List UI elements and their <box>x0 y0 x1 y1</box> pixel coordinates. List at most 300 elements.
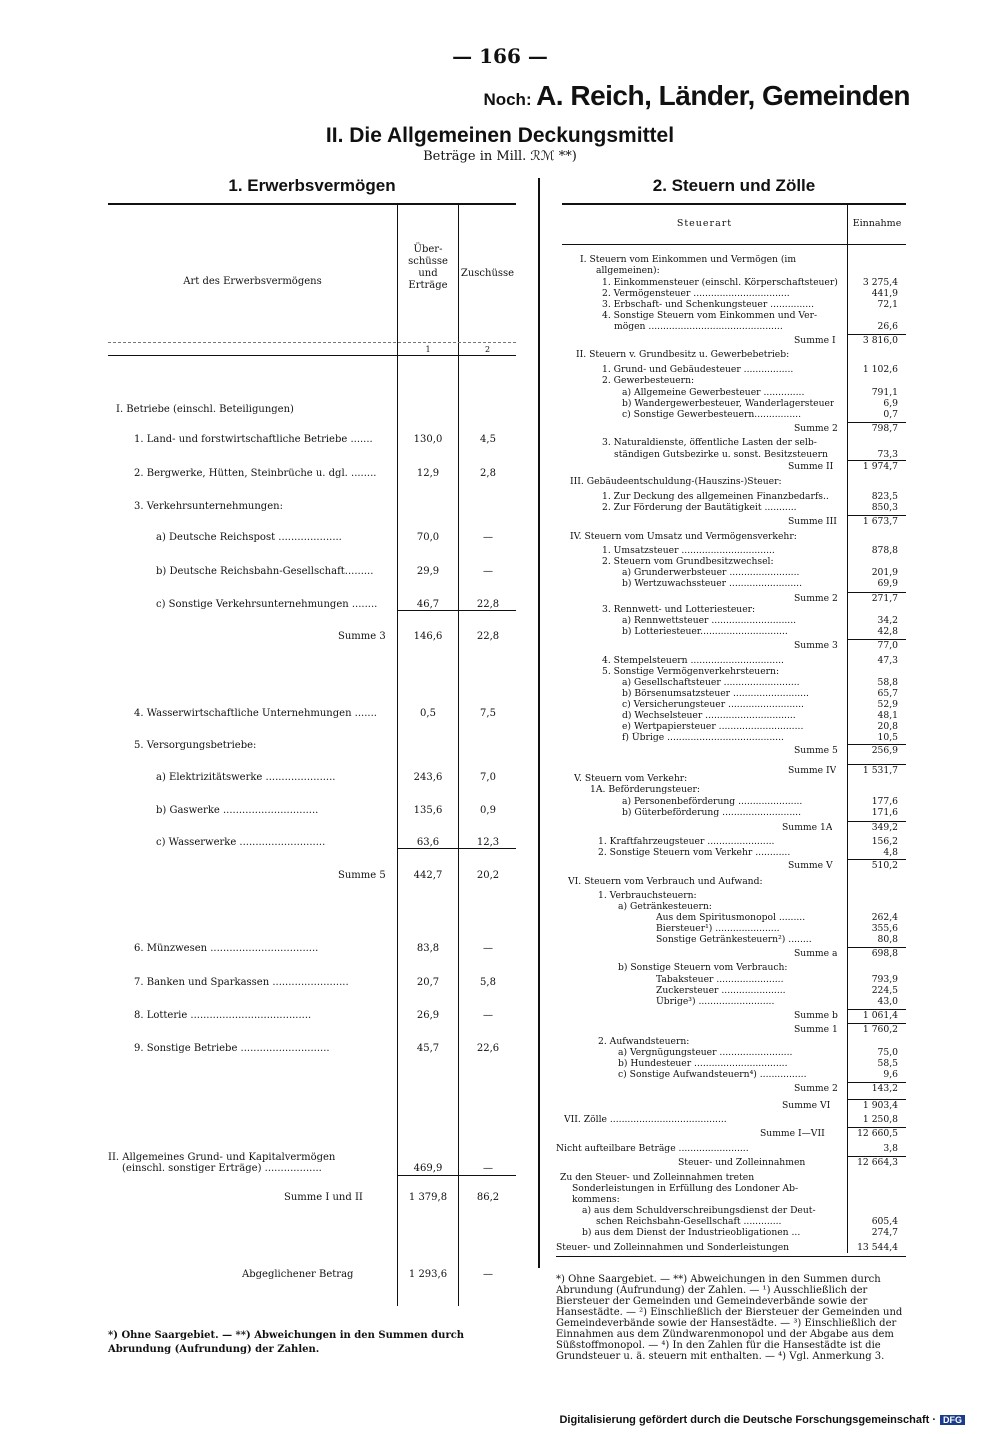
value-einnahme: 10,5 <box>877 732 898 743</box>
table-row <box>556 962 906 973</box>
table-row <box>556 1069 906 1080</box>
value-zuschuesse: — <box>483 1269 493 1280</box>
table-row <box>556 516 906 527</box>
row-label: 8. Lotterie ...................................... <box>134 1010 312 1021</box>
table-row <box>556 745 906 756</box>
table-row <box>108 804 516 818</box>
left-col2-header: Zuschüsse <box>460 268 515 279</box>
row-label: Tabaksteuer ....................... <box>656 974 784 985</box>
sum-rule <box>459 610 516 611</box>
table-row <box>556 491 906 502</box>
sum-rule <box>848 515 906 516</box>
table-row <box>108 771 516 785</box>
table-row <box>556 1047 906 1058</box>
sum-rule <box>398 610 458 611</box>
table-row <box>108 869 516 883</box>
row-label: Summe 5 <box>794 745 838 756</box>
row-label: b) Lotteriesteuer.............................. <box>622 626 788 637</box>
value-einnahme: 1 061,4 <box>862 1010 898 1021</box>
table-row <box>556 807 906 818</box>
sum-rule <box>848 859 906 860</box>
value-einnahme: 793,9 <box>871 974 898 985</box>
value-einnahme: 48,1 <box>877 710 898 721</box>
table-row <box>556 1194 906 1205</box>
row-label: c) Sonstige Verkehrsunternehmungen ........ <box>156 599 378 610</box>
table-row <box>556 288 906 299</box>
row-label: Zuckersteuer ...................... <box>656 985 786 996</box>
row-label: b) Wertzuwachssteuer ......................... <box>622 578 802 589</box>
value-einnahme: 69,9 <box>877 578 898 589</box>
table-row <box>108 1162 516 1176</box>
value-zuschuesse: — <box>483 1163 493 1174</box>
value-zuschuesse: 0,9 <box>480 805 496 816</box>
table-row <box>556 822 906 833</box>
row-label: Biersteuer¹) ...................... <box>656 923 780 934</box>
table-row <box>556 567 906 578</box>
table-row <box>108 707 516 721</box>
value-einnahme: 156,2 <box>871 836 898 847</box>
noch-title: A. Reich, Länder, Gemeinden <box>536 80 910 111</box>
value-einnahme: 1 531,7 <box>862 765 898 776</box>
left-table-col-rule <box>397 203 398 1306</box>
right-col-value-header: Einnahme <box>852 218 902 229</box>
table-row <box>556 502 906 513</box>
row-label: Sonderleistungen in Erfüllung des Londoner Ab- <box>572 1183 799 1194</box>
row-label: a) Elektrizitätswerke ...................... <box>156 772 336 783</box>
value-ueberschuesse: 29,9 <box>416 566 440 577</box>
value-zuschuesse: 20,2 <box>476 870 500 881</box>
value-zuschuesse: 22,6 <box>476 1043 500 1054</box>
noch-label: Noch: <box>483 90 532 109</box>
table-row <box>556 615 906 626</box>
table-row <box>556 277 906 288</box>
value-einnahme: 6,9 <box>883 398 898 409</box>
table-row <box>556 876 906 887</box>
value-einnahme: 201,9 <box>871 567 898 578</box>
row-label: Summe 2 <box>794 593 838 604</box>
table-row <box>108 739 516 753</box>
row-label: a) aus dem Schuldverschreibungsdienst der Deut- <box>582 1205 816 1216</box>
row-label: 2. Bergwerke, Hütten, Steinbrüche u. dgl. ........ <box>134 468 377 479</box>
left-col-label: Art des Erwerbsvermögens <box>183 276 322 287</box>
table-row <box>556 476 906 487</box>
table-row <box>556 721 906 732</box>
value-einnahme: 171,6 <box>871 807 898 818</box>
row-label: 1. Grund- und Gebäudesteuer ................. <box>602 364 794 375</box>
row-label: 5. Versorgungsbetriebe: <box>134 740 257 751</box>
row-label: 9. Sonstige Betriebe ............................ <box>134 1043 330 1054</box>
table-row <box>108 630 516 644</box>
row-label: 1. Kraftfahrzeugsteuer ....................... <box>598 836 775 847</box>
table-row <box>556 409 906 420</box>
table-row <box>108 565 516 579</box>
row-label: 1. Land- und forstwirtschaftliche Betriebe ....... <box>134 434 373 445</box>
sum-rule <box>848 764 906 765</box>
table-row <box>108 467 516 481</box>
left-col2-number: 2 <box>484 345 491 354</box>
table-row <box>556 265 906 276</box>
row-label: (einschl. sonstiger Erträge) .................. <box>122 1163 322 1174</box>
row-label: 2. Sonstige Steuern vom Verkehr ............ <box>598 847 791 858</box>
table-row <box>556 1183 906 1194</box>
table-row <box>556 996 906 1007</box>
row-label: 3. Erbschaft- und Schenkungsteuer ............... <box>602 299 814 310</box>
value-einnahme: 47,3 <box>877 655 898 666</box>
table-row <box>556 688 906 699</box>
row-label: a) Gesellschaftsteuer .......................... <box>622 677 800 688</box>
table-row <box>556 1010 906 1021</box>
row-label: b) Wandergewerbesteuer, Wanderlagersteuer <box>622 398 835 409</box>
credit-text: Digitalisierung gefördert durch die Deutsche Forschungsgemeinschaft · <box>559 1414 936 1426</box>
row-label: Zu den Steuer- und Zolleinnahmen treten <box>560 1172 755 1183</box>
sum-rule <box>848 422 906 423</box>
row-label: schen Reichsbahn-Gesellschaft ............. <box>596 1216 782 1227</box>
table-row <box>556 773 906 784</box>
value-zuschuesse: 5,8 <box>480 977 496 988</box>
row-label: Summe 2 <box>794 423 838 434</box>
row-label: Nicht aufteilbare Beträge ........................ <box>556 1143 749 1154</box>
left-table-number-rule <box>108 342 516 343</box>
value-einnahme: 510,2 <box>871 860 898 871</box>
value-einnahme: 26,6 <box>877 321 898 332</box>
value-einnahme: 791,1 <box>871 387 898 398</box>
table-row <box>556 666 906 677</box>
row-label: c) Sonstige Aufwandsteuern⁴) ................ <box>618 1069 807 1080</box>
row-label: 4. Wasserwirtschaftliche Unternehmungen ....... <box>134 708 377 719</box>
value-einnahme: 256,9 <box>871 745 898 756</box>
value-einnahme: 13 544,4 <box>857 1242 898 1253</box>
row-label: b) Börsenumsatzsteuer .......................... <box>622 688 809 699</box>
table-row <box>556 985 906 996</box>
value-ueberschuesse: 469,9 <box>413 1163 443 1174</box>
table-row <box>108 1009 516 1023</box>
table-row <box>556 604 906 615</box>
left-footnote: *) Ohne Saargebiet. — **) Abweichungen in den Summen durch Abrundung (Aufrundung) der Zahlen. <box>108 1330 465 1355</box>
table-row <box>556 1083 906 1094</box>
value-einnahme: 1 760,2 <box>862 1024 898 1035</box>
row-label: Summe 3 <box>338 631 386 642</box>
value-einnahme: 441,9 <box>871 288 898 299</box>
value-einnahme: 3 275,4 <box>862 277 898 288</box>
row-label: 7. Banken und Sparkassen ........................ <box>134 977 349 988</box>
value-einnahme: 52,9 <box>877 699 898 710</box>
row-label: mögen .............................................. <box>614 321 783 332</box>
value-einnahme: 72,1 <box>877 299 898 310</box>
value-ueberschuesse: 12,9 <box>416 468 440 479</box>
table-row <box>556 335 906 346</box>
table-row <box>556 593 906 604</box>
value-ueberschuesse: 442,7 <box>413 870 443 881</box>
table-row <box>556 556 906 567</box>
value-zuschuesse: 2,8 <box>480 468 496 479</box>
value-ueberschuesse: 135,6 <box>413 805 443 816</box>
value-ueberschuesse: 1 293,6 <box>408 1269 448 1280</box>
table-row <box>556 1216 906 1227</box>
value-einnahme: 143,2 <box>871 1083 898 1094</box>
table-row <box>556 545 906 556</box>
row-label: 2. Zur Förderung der Bautätigkeit ........... <box>602 502 797 513</box>
table-row <box>556 699 906 710</box>
row-label: 1A. Beförderungsteuer: <box>590 784 700 795</box>
table-row <box>556 784 906 795</box>
table-row <box>556 1128 906 1139</box>
row-label: 6. Münzwesen .................................. <box>134 943 319 954</box>
row-label: Summe 3 <box>794 640 838 651</box>
row-label: d) Wechselsteuer ............................... <box>622 710 796 721</box>
table-row <box>556 387 906 398</box>
table-row <box>556 626 906 637</box>
row-label: IV. Steuern vom Umsatz und Vermögensverkehr: <box>570 531 797 542</box>
row-label: b) aus dem Dienst der Industrieobligationen ... <box>582 1227 801 1238</box>
value-ueberschuesse: 63,6 <box>416 837 440 848</box>
row-label: 3. Naturaldienste, öffentliche Lasten der selb- <box>602 437 817 448</box>
row-label: Abgeglichener Betrag <box>242 1269 354 1280</box>
row-label: a) Grunderwerbsteuer ........................ <box>622 567 800 578</box>
row-label: Summe 1 <box>794 1024 838 1035</box>
value-einnahme: 12 664,3 <box>857 1157 898 1168</box>
row-label: 1. Einkommensteuer (einschl. Körperschaftsteuer) <box>602 277 838 288</box>
row-label: a) Personenbeförderung ...................... <box>622 796 803 807</box>
sum-rule <box>459 848 516 849</box>
value-einnahme: 271,7 <box>871 593 898 604</box>
value-zuschuesse: 86,2 <box>476 1192 500 1203</box>
value-einnahme: 1 102,6 <box>862 364 898 375</box>
right-table-header-rule <box>562 244 906 245</box>
value-einnahme: 34,2 <box>877 615 898 626</box>
sum-rule <box>848 1009 906 1010</box>
row-label: kommens: <box>572 1194 620 1205</box>
row-label: Summe IV <box>788 765 837 776</box>
sum-rule <box>398 848 458 849</box>
value-zuschuesse: — <box>483 943 493 954</box>
value-ueberschuesse: 46,7 <box>416 599 440 610</box>
value-einnahme: 43,0 <box>877 996 898 1007</box>
sum-rule <box>848 947 906 948</box>
row-label: Summe 1A <box>782 822 833 833</box>
table-row <box>556 655 906 666</box>
value-einnahme: 80,8 <box>877 934 898 945</box>
row-label: b) Sonstige Steuern vom Verbrauch: <box>618 962 788 973</box>
row-label: a) Getränkesteuern: <box>618 901 712 912</box>
table-row <box>108 976 516 990</box>
table-row <box>556 847 906 858</box>
value-ueberschuesse: 83,8 <box>416 943 440 954</box>
value-einnahme: 177,6 <box>871 796 898 807</box>
left-table-top-rule <box>108 203 516 205</box>
row-label: 4. Stempelsteuern ................................ <box>602 655 784 666</box>
value-einnahme: 274,7 <box>871 1227 898 1238</box>
table-row <box>556 912 906 923</box>
sum-rule <box>848 744 906 745</box>
table-row <box>556 836 906 847</box>
table-row <box>556 1242 906 1253</box>
table-row <box>556 948 906 959</box>
value-einnahme: 1 903,4 <box>862 1100 898 1111</box>
table-row <box>556 398 906 409</box>
value-einnahme: 3 816,0 <box>862 335 898 346</box>
value-einnahme: 75,0 <box>877 1047 898 1058</box>
value-einnahme: 58,5 <box>877 1058 898 1069</box>
value-einnahme: 798,7 <box>871 423 898 434</box>
row-label: Summe II <box>788 461 834 472</box>
table-row <box>556 923 906 934</box>
row-label: VII. Zölle ........................................ <box>564 1114 727 1125</box>
table-row <box>108 531 516 545</box>
value-zuschuesse: 4,5 <box>480 434 496 445</box>
value-einnahme: 605,4 <box>871 1216 898 1227</box>
table-row <box>556 1157 906 1168</box>
row-label: Summe VI <box>782 1100 831 1111</box>
digitization-credit <box>559 1414 965 1426</box>
table-row <box>556 254 906 265</box>
running-head <box>483 80 910 112</box>
value-zuschuesse: 7,5 <box>480 708 496 719</box>
value-einnahme: 1 974,7 <box>862 461 898 472</box>
row-label: I. Betriebe (einschl. Beteiligungen) <box>116 404 294 415</box>
table-row <box>556 796 906 807</box>
sum-rule <box>848 1082 906 1083</box>
value-einnahme: 77,0 <box>877 640 898 651</box>
row-label: II. Steuern v. Grundbesitz u. Gewerbebetrieb: <box>576 349 790 360</box>
row-label: Steuer- und Zolleinnahmen und Sonderleistungen <box>556 1242 790 1253</box>
table-row <box>556 640 906 651</box>
left-table-col-rule <box>458 203 459 1306</box>
row-label: Summe III <box>788 516 837 527</box>
value-zuschuesse: — <box>483 1010 493 1021</box>
value-einnahme: 20,8 <box>877 721 898 732</box>
table-row <box>556 1143 906 1154</box>
sum-rule <box>848 460 906 461</box>
value-ueberschuesse: 20,7 <box>416 977 440 988</box>
row-label: e) Wertpapiersteuer ............................. <box>622 721 804 732</box>
row-label: Sonstige Getränkesteuern²) ........ <box>656 934 812 945</box>
table-row <box>556 449 906 460</box>
table-row <box>556 375 906 386</box>
value-einnahme: 9,6 <box>883 1069 898 1080</box>
value-einnahme: 42,8 <box>877 626 898 637</box>
table-row <box>556 461 906 472</box>
row-label: Summe V <box>788 860 833 871</box>
sum-rule <box>459 1175 516 1176</box>
value-einnahme: 355,6 <box>871 923 898 934</box>
value-zuschuesse: 12,3 <box>476 837 500 848</box>
row-label: c) Sonstige Gewerbesteuern................ <box>622 409 801 420</box>
table-row <box>556 1100 906 1111</box>
row-label: b) Hundesteuer ................................ <box>618 1058 788 1069</box>
sum-rule <box>848 592 906 593</box>
value-zuschuesse: 22,8 <box>476 631 500 642</box>
table-row <box>556 1227 906 1238</box>
dfg-logo: DFG <box>940 1415 965 1425</box>
value-einnahme: 73,3 <box>877 449 898 460</box>
table-row <box>556 423 906 434</box>
table-row <box>556 437 906 448</box>
value-ueberschuesse: 0,5 <box>420 708 436 719</box>
table-row <box>556 1024 906 1035</box>
value-ueberschuesse: 130,0 <box>413 434 443 445</box>
value-zuschuesse: 7,0 <box>480 772 496 783</box>
row-label: V. Steuern vom Verkehr: <box>574 773 688 784</box>
left-col1-header: Über- schüsse und Erträge <box>408 244 448 291</box>
value-ueberschuesse: 45,7 <box>416 1043 440 1054</box>
table-row <box>556 890 906 901</box>
sum-rule <box>848 639 906 640</box>
row-label: I. Steuern vom Einkommen und Vermögen (im <box>580 254 797 265</box>
section-title: II. Die Allgemeinen Deckungsmittel <box>325 124 675 147</box>
row-label: 2. Vermögensteuer ................................. <box>602 288 790 299</box>
column-divider <box>538 178 540 1268</box>
table-row <box>556 901 906 912</box>
row-label: 1. Verbrauchsteuern: <box>598 890 697 901</box>
right-col-label: Steuerart <box>676 218 733 229</box>
row-label: VI. Steuern vom Verbrauch und Aufwand: <box>568 876 763 887</box>
sum-rule <box>848 334 906 335</box>
table-row <box>108 1268 516 1282</box>
table-row <box>556 1036 906 1047</box>
value-einnahme: 698,8 <box>871 948 898 959</box>
right-table-bottom-rule <box>556 1256 906 1257</box>
table-row <box>556 1172 906 1183</box>
sum-rule <box>848 1099 906 1100</box>
row-label: a) Rennwettsteuer ............................. <box>622 615 797 626</box>
table-row <box>556 299 906 310</box>
row-label: II. Allgemeines Grund- und Kapitalvermögen <box>108 1152 336 1163</box>
table-row <box>556 710 906 721</box>
row-label: Summe I <box>794 335 836 346</box>
table-row <box>556 732 906 743</box>
page-number: — 166 — <box>452 44 548 68</box>
table-row <box>556 349 906 360</box>
right-table-title: 2. Steuern und Zölle <box>652 176 816 195</box>
row-label: 2. Aufwandsteuern: <box>598 1036 690 1047</box>
value-zuschuesse: — <box>483 532 493 543</box>
row-label: Summe I und II <box>284 1192 363 1203</box>
sum-rule <box>398 1175 458 1176</box>
sum-rule <box>848 1156 906 1157</box>
row-label: 1. Umsatzsteuer ................................ <box>602 545 775 556</box>
row-label: Steuer- und Zolleinnahmen <box>678 1157 806 1168</box>
table-row <box>108 942 516 956</box>
value-einnahme: 4,8 <box>883 847 898 858</box>
value-einnahme: 823,5 <box>871 491 898 502</box>
row-label: 2. Steuern vom Grundbesitzwechsel: <box>602 556 774 567</box>
table-row <box>556 860 906 871</box>
value-einnahme: 3,8 <box>883 1143 898 1154</box>
table-row <box>108 433 516 447</box>
value-einnahme: 58,8 <box>877 677 898 688</box>
table-row <box>556 364 906 375</box>
row-label: Summe 2 <box>794 1083 838 1094</box>
value-einnahme: 65,7 <box>877 688 898 699</box>
value-einnahme: 878,8 <box>871 545 898 556</box>
row-label: Summe 5 <box>338 870 386 881</box>
row-label: c) Versicherungsteuer .......................... <box>622 699 804 710</box>
left-col1-number: 1 <box>425 345 431 354</box>
value-einnahme: 262,4 <box>871 912 898 923</box>
right-table-top-rule <box>562 203 906 205</box>
row-label: 3. Verkehrsunternehmungen: <box>134 501 283 512</box>
row-label: 3. Rennwett- und Lotteriesteuer: <box>602 604 756 615</box>
row-label: ständigen Gutsbezirke u. sonst. Besitzsteuern <box>614 449 828 460</box>
table-row <box>556 677 906 688</box>
value-einnahme: 1 673,7 <box>862 516 898 527</box>
table-row <box>108 1191 516 1205</box>
table-row <box>556 934 906 945</box>
row-label: 4. Sonstige Steuern vom Einkommen und Ver- <box>602 310 818 321</box>
value-zuschuesse: — <box>483 566 493 577</box>
value-ueberschuesse: 1 379,8 <box>408 1192 448 1203</box>
row-label: f) Übrige ........................................ <box>622 732 784 743</box>
